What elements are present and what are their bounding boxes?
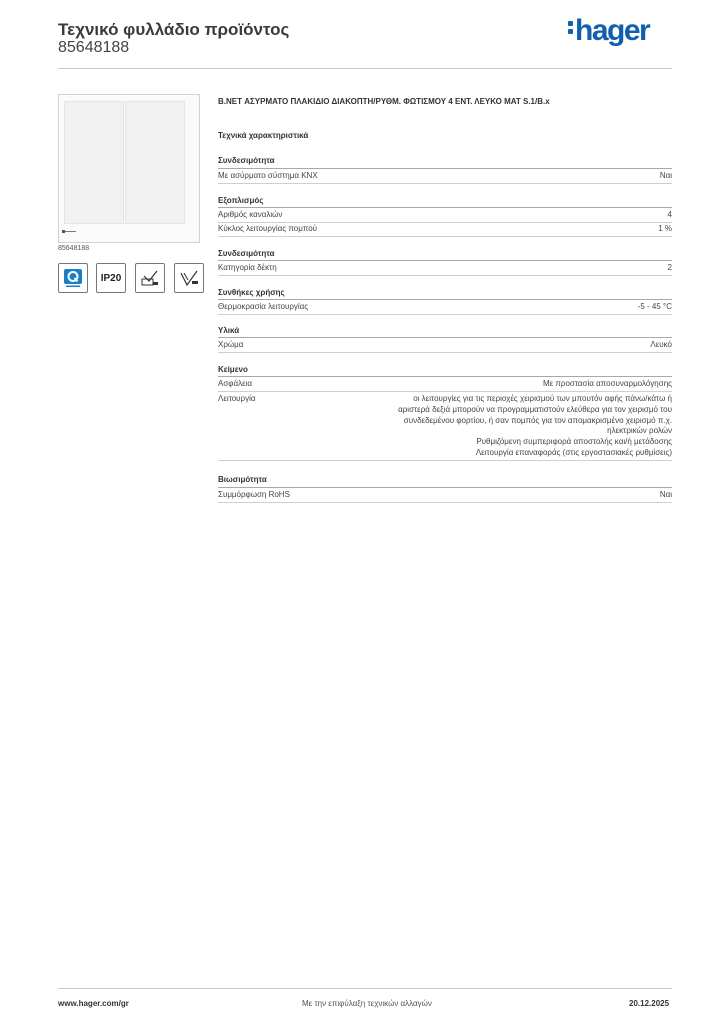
group-rule (218, 299, 672, 300)
product-code: 85648188 (58, 39, 130, 56)
value-line: ηλεκτρικών ρολών (607, 426, 672, 436)
group-rule (218, 207, 672, 208)
spec-label: Αριθμός καναλιών (218, 210, 283, 219)
group-rule (218, 337, 672, 338)
product-plate-right (125, 101, 185, 224)
spec-row (218, 171, 672, 183)
spec-value: Με προστασία αποσυναρμολόγησης (542, 379, 672, 388)
group-title: Συνδεσιμότητα (218, 156, 275, 165)
row-divider (218, 222, 672, 223)
row-divider (218, 236, 672, 237)
spec-row (218, 210, 672, 222)
hager-logo (568, 14, 649, 48)
value-line: Λειτουργία επαναφοράς (στις εργοστασιακές ρυθμίσεις) (475, 447, 672, 457)
spec-label: Κύκλος λειτουργίας πομπού (218, 224, 318, 233)
screw-icon (62, 229, 76, 234)
spec-value: 4 (667, 210, 672, 219)
group-title: Εξοπλισμός (218, 196, 264, 205)
row-divider (218, 275, 672, 276)
logo-text: hager (575, 14, 650, 47)
value-line: αριστερά δεξιά μπορούν να προγραμματιστούν ελεύθερα για τον χειρισμό του (398, 404, 672, 414)
spec-label: Χρώμα (218, 340, 244, 349)
spec-label: Με ασύρματο σύστημα KNX (218, 171, 318, 180)
group-rule (218, 168, 672, 169)
product-code-small: 85648188 (58, 245, 90, 252)
quality-q-icon (58, 263, 88, 293)
spec-value: 1 % (658, 224, 672, 233)
specs-heading: Τεχνικά χαρακτηριστικά (218, 131, 309, 140)
checkmark-icon (174, 263, 204, 293)
group-rule (218, 487, 672, 488)
header-divider (58, 68, 672, 69)
row-divider (218, 314, 672, 315)
group-title: Συνδεσιμότητα (218, 249, 275, 258)
ip20-text: IP20 (100, 272, 122, 284)
product-plate-left (64, 101, 124, 224)
spec-label: Θερμοκρασία λειτουργίας (218, 302, 309, 311)
spec-value-lines (332, 394, 672, 459)
spec-value: Ναι (659, 490, 672, 499)
row-divider (218, 460, 672, 461)
spec-row-multiline (218, 394, 672, 460)
group-title: Υλικά (218, 326, 240, 335)
spec-label: Ασφάλεια (218, 379, 253, 388)
row-divider (218, 391, 672, 392)
footer-date: 20.12.2025 (629, 999, 670, 1008)
spec-value: 2 (667, 263, 672, 272)
spec-row (218, 302, 672, 314)
spec-row (218, 263, 672, 275)
spec-row (218, 379, 672, 391)
spec-label: Συμμόρφωση RoHS (218, 490, 290, 499)
spec-row (218, 490, 672, 502)
spec-value: -5 - 45 °C (637, 302, 672, 311)
footer-notice: Με την επιφύλαξη τεχνικών αλλαγών (302, 999, 432, 1008)
group-title: Συνθήκες χρήσης (218, 288, 285, 297)
product-image (58, 94, 200, 243)
footer-website: www.hager.com/gr (58, 999, 129, 1008)
mounting-icon (135, 263, 165, 293)
group-rule (218, 376, 672, 377)
page-title: Τεχνικό φυλλάδιο προϊόντος (58, 20, 290, 39)
spec-row (218, 224, 672, 236)
spec-label: Λειτουργία (218, 394, 256, 403)
footer-divider (58, 988, 672, 989)
ip20-icon (96, 263, 126, 293)
row-divider (218, 502, 672, 503)
value-line: συνδεδεμένου φορτίου, ή σαν πομπός για τον απομακρισμένο χειρισμό π.χ. (403, 415, 672, 425)
group-title: Κείμενο (218, 365, 248, 374)
row-divider (218, 352, 672, 353)
spec-value: Ναι (659, 171, 672, 180)
group-rule (218, 260, 672, 261)
value-line: Ρυθμιζόμενη συμπεριφορά αποστολής και/ή μετάδοσης (476, 437, 672, 447)
logo-colon-icon (568, 18, 575, 37)
spec-row (218, 340, 672, 352)
group-title: Βιωσιμότητα (218, 475, 267, 484)
spec-label: Κατηγορία δέκτη (218, 263, 277, 272)
row-divider (218, 183, 672, 184)
spec-value: Λευκό (650, 340, 672, 349)
value-line: οι λειτουργίες για τις περιοχές χειρισμού των μπουτόν αφής πάνω/κάτω ή (413, 394, 672, 403)
product-title: B.NET ΑΣΥΡΜΑΤΟ ΠΛΑΚΙΔΙΟ ΔΙΑΚΟΠΤΗ/ΡΥΘΜ. ΦΩΤΙΣΜΟΥ 4 ΕΝΤ. ΛΕΥΚΟ ΜΑΤ S.1/B.x (218, 97, 550, 106)
